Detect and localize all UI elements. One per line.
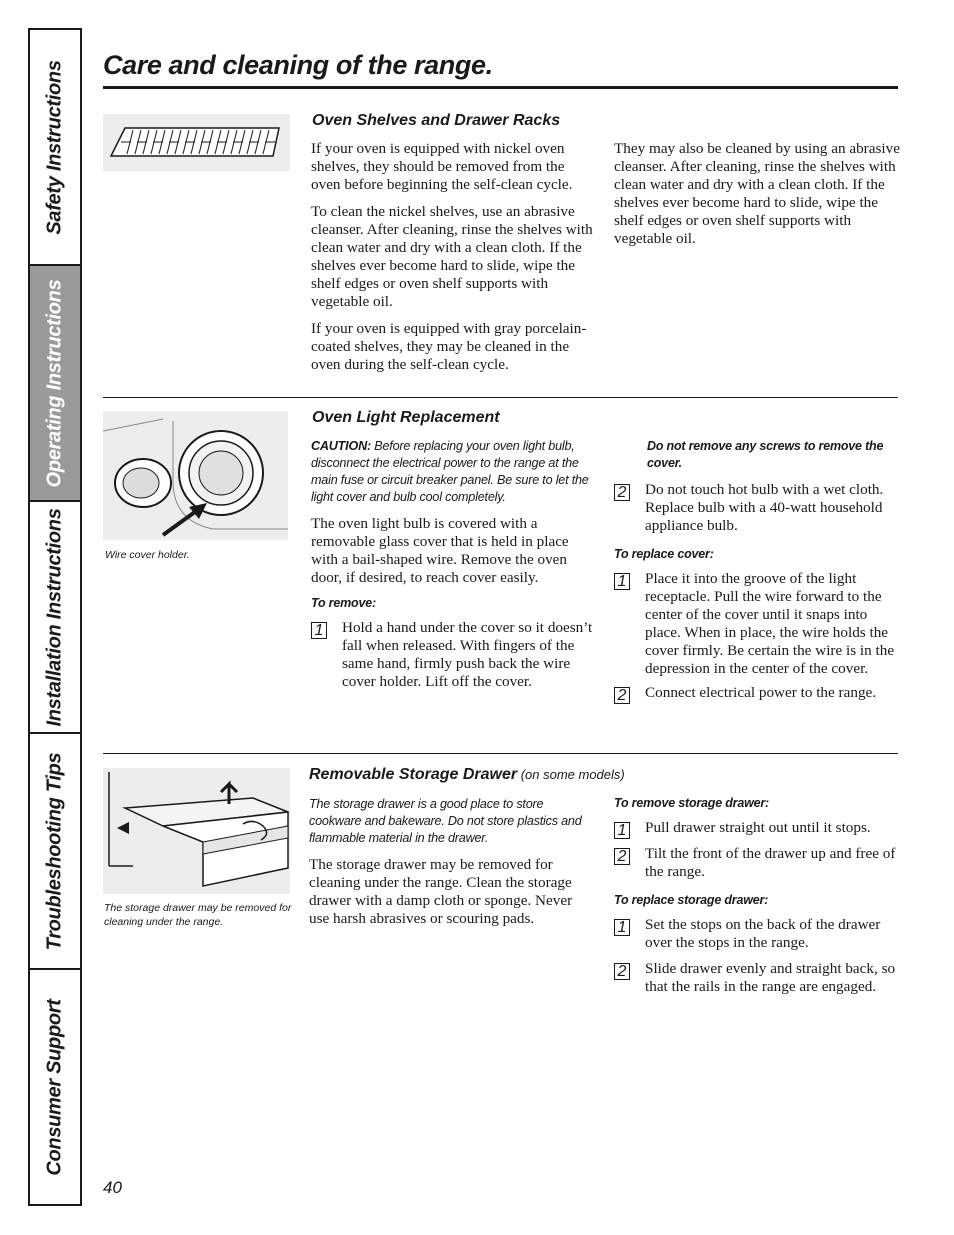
drawer-right-column bbox=[614, 796, 899, 1002]
step-number: 2 bbox=[614, 963, 630, 980]
step-item bbox=[614, 916, 899, 952]
step-item bbox=[614, 481, 899, 535]
tab-consumer-support[interactable]: Consumer Support bbox=[43, 998, 66, 1176]
step-number: 1 bbox=[614, 573, 630, 590]
shelves-paragraph: If your oven is equipped with gray porcelain-coated shelves, they may be cleaned in the oven during the self-clean cycle. bbox=[311, 320, 587, 373]
tab-troubleshooting-tips[interactable]: Troubleshooting Tips bbox=[30, 734, 80, 970]
side-tabs bbox=[28, 28, 82, 1206]
step-number: 2 bbox=[614, 848, 630, 865]
drawer-caption: The storage drawer may be removed for cleaning under the range. bbox=[104, 902, 292, 928]
screws-warning: Do not remove any screws to remove the cover. bbox=[647, 439, 884, 470]
light-right-column bbox=[614, 438, 899, 710]
drawer-note: The storage drawer is a good place to store cookware and bakeware. Do not store plastics and flammable material in the drawer. bbox=[309, 797, 582, 845]
step-number: 1 bbox=[311, 622, 327, 639]
section-divider bbox=[103, 397, 898, 398]
shelves-left-column bbox=[311, 140, 597, 383]
shelves-right-column bbox=[614, 140, 900, 257]
drawer-heading: Removable Storage Drawer (on some models) bbox=[309, 766, 625, 783]
shelves-paragraph: They may also be cleaned by using an abrasive cleanser. After cleaning, rinse the shelves with clean water and dry with a clean cloth. If the shelves ever become hard to slide, wipe the shelf edges or oven shelf supports with vegetable oil. bbox=[614, 140, 900, 247]
step-number: 1 bbox=[614, 919, 630, 936]
step-text: Slide drawer evenly and straight back, so that the rails in the range are engaged. bbox=[645, 960, 896, 995]
step-item bbox=[614, 845, 899, 881]
step-text: Do not touch hot bulb with a wet cloth. Replace bulb with a 40-watt household appliance bulb. bbox=[645, 481, 884, 534]
tab-installation-instructions[interactable]: Installation Instructions bbox=[30, 502, 80, 734]
step-text: Hold a hand under the cover so it doesn’t fall when released. With fingers of the same hand, firmly push back the wire cover holder. Lift off the cover. bbox=[342, 619, 593, 690]
step-number: 2 bbox=[614, 687, 630, 704]
drawer-body: The storage drawer may be removed for cleaning under the range. Clean the storage drawer with a damp cloth or sponge. Never use harsh abrasives or scouring pads. bbox=[309, 856, 573, 927]
shelves-heading: Oven Shelves and Drawer Racks bbox=[312, 112, 561, 129]
step-text: Tilt the front of the drawer up and free of the range. bbox=[645, 845, 896, 880]
oven-shelf-illustration bbox=[103, 114, 290, 171]
tab-operating-instructions[interactable]: Operating Instructions bbox=[30, 266, 80, 502]
page-title: Care and cleaning of the range. bbox=[103, 50, 493, 80]
light-heading: Oven Light Replacement bbox=[312, 409, 500, 426]
step-text: Set the stops on the back of the drawer over the stops in the range. bbox=[645, 916, 881, 951]
page-number: 40 bbox=[103, 1178, 122, 1197]
wire-cover-caption: Wire cover holder. bbox=[105, 549, 190, 561]
to-replace-cover-heading: To replace cover: bbox=[614, 547, 714, 561]
to-replace-drawer-heading: To replace storage drawer: bbox=[614, 893, 769, 907]
storage-drawer-illustration bbox=[103, 768, 290, 894]
step-text: Place it into the groove of the light receptacle. Pull the wire forward to the center of the cover until it snaps into place. When in place, the wire holds the cover firmly. Be certain the wire is in the depression in the center of the cover. bbox=[645, 570, 895, 677]
to-remove-drawer-heading: To remove storage drawer: bbox=[614, 796, 770, 810]
step-item bbox=[614, 819, 899, 839]
title-rule bbox=[103, 86, 898, 89]
step-text: Pull drawer straight out until it stops. bbox=[645, 819, 871, 836]
step-text: Connect electrical power to the range. bbox=[645, 684, 877, 701]
light-intro: The oven light bulb is covered with a removable glass cover that is held in place with a bail-shaped wire. Remove the oven door, if desired, to reach cover easily. bbox=[311, 515, 569, 586]
shelves-paragraph: If your oven is equipped with nickel oven shelves, they should be removed from the oven before beginning the self-clean cycle. bbox=[311, 140, 573, 193]
caution-note: CAUTION: Before replacing your oven light bulb, disconnect the electrical power to the range at the main fuse or circuit breaker panel. Be sure to let the light cover and bulb cool completely. bbox=[311, 439, 589, 504]
section-divider bbox=[103, 753, 898, 754]
step-number: 1 bbox=[614, 822, 630, 839]
step-item bbox=[311, 619, 595, 691]
shelves-paragraph: To clean the nickel shelves, use an abrasive cleanser. After cleaning, rinse the shelves with clean water and dry with a clean cloth. If the shelves ever become hard to slide, wipe the shelf edges or oven shelf supports with vegetable oil. bbox=[311, 203, 593, 310]
step-item bbox=[614, 960, 899, 996]
step-item bbox=[614, 684, 899, 704]
light-left-column bbox=[311, 438, 595, 697]
drawer-left-column bbox=[309, 796, 594, 937]
tab-safety-instructions[interactable]: Safety Instructions bbox=[30, 30, 80, 266]
oven-light-illustration bbox=[103, 411, 288, 540]
step-number: 2 bbox=[614, 484, 630, 501]
step-item bbox=[614, 570, 899, 678]
to-remove-heading: To remove: bbox=[311, 596, 376, 610]
